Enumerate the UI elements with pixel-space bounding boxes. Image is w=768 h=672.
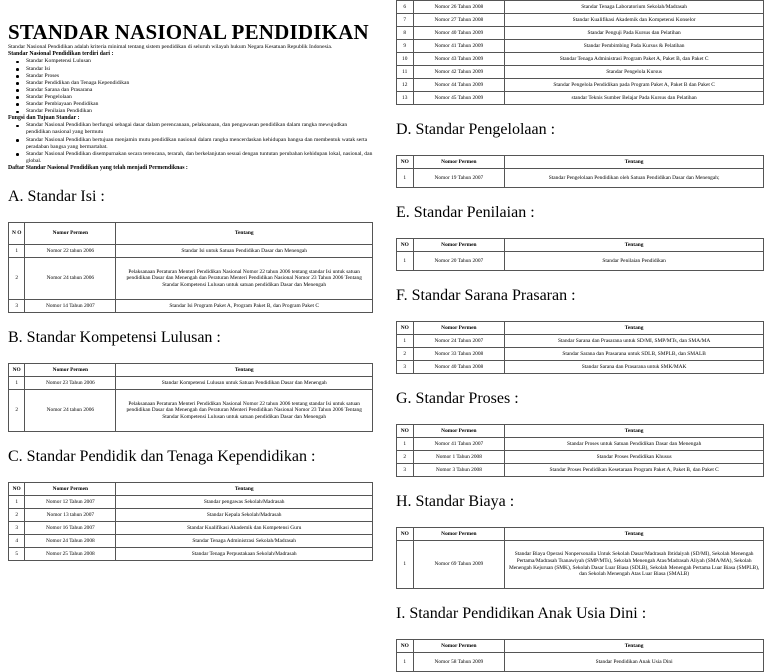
cell-tentang: Standar Proses untuk Satuan Pendidikan Dasar dan Menengah — [505, 438, 764, 451]
table-row — [9, 258, 373, 300]
cell-no: 2 — [9, 390, 25, 432]
list-item: Standar Proses — [26, 73, 373, 80]
header-no: NO — [397, 322, 414, 335]
cell-no: 10 — [397, 53, 414, 66]
terdiri-list — [8, 58, 373, 115]
header-no: NO — [397, 425, 414, 438]
cell-nomor-permen: Nomor 27 Tahun 2008 — [413, 14, 505, 27]
header-tentang: Tentang — [505, 156, 764, 169]
table-row — [397, 27, 764, 40]
cell-tentang: Standar Sarana dan Prasarana untuk SMK/MAK — [505, 361, 764, 374]
cell-no: 11 — [397, 66, 414, 79]
fungsi-heading: Fungsi dan Tujuan Standar : — [8, 115, 80, 122]
cell-nomor-permen: Nomor 41 Tahun 2007 — [413, 438, 505, 451]
section-heading: I. Standar Pendidikan Anak Usia Dini : — [396, 605, 647, 622]
cell-no: 1 — [397, 438, 414, 451]
cell-tentang: Standar Kepala Sekolah/Madrasah — [116, 509, 373, 522]
header-nomor-permen: Nomor Permen — [413, 528, 505, 541]
cell-no: 3 — [9, 522, 25, 535]
cell-no: 7 — [397, 14, 414, 27]
table-row — [397, 451, 764, 464]
section-heading: C. Standar Pendidik dan Tenaga Kependidikan : — [8, 448, 316, 466]
header-nomor-permen: Nomor Permen — [413, 239, 505, 252]
table-row — [9, 535, 373, 548]
cell-no: 2 — [397, 451, 414, 464]
table-header-row — [9, 223, 373, 245]
section-heading: H. Standar Biaya : — [396, 493, 515, 510]
cell-tentang: Pelaksanaan Peraturan Menteri Pendidikan Nasional Nomor 22 tahun 2006 tentang standar Isi untuk satuan pendidikan Dasar dan Menengah dan Peraturan Menteri Pendidikan Nasional Nomor 23 Tahun 2006 Tentang Standar Kompetensi Lulusan untuk satuan pendidikan Dasar dan Menengah — [116, 258, 373, 300]
standar-table — [8, 222, 373, 313]
table-row — [397, 348, 764, 361]
standar-table — [396, 639, 764, 672]
standar-table — [396, 155, 764, 188]
terdiri-heading: Standar Nasional Pendidikan terdiri dari : — [8, 51, 114, 58]
table-row — [9, 377, 373, 390]
cell-tentang: Standar Pembimbing Pada Kursus & Pelatihan — [505, 40, 764, 53]
cell-nomor-permen: Nomor 16 Tahun 2007 — [25, 522, 116, 535]
cell-nomor-permen: Nomor 3 Tahun 2008 — [413, 464, 505, 477]
table-row — [397, 464, 764, 477]
table-header-row — [9, 483, 373, 496]
list-item: Standar Penilaian Pendidikan — [26, 108, 373, 115]
cell-tentang: Standar Kualifikasi Akademik dan Kompetensi Guru — [116, 522, 373, 535]
cell-no: 2 — [9, 258, 25, 300]
table-row — [397, 92, 764, 105]
header-no: N O — [9, 223, 25, 245]
section-heading: G. Standar Proses : — [396, 390, 519, 407]
table-row — [9, 509, 373, 522]
section-heading: B. Standar Kompetensi Lulusan : — [8, 329, 221, 347]
table-row — [397, 53, 764, 66]
table-row — [397, 1, 764, 14]
page-title: STANDAR NASIONAL PENDIDIKAN — [8, 20, 369, 44]
list-item: Standar Sarana dan Prasarana — [26, 87, 373, 94]
header-nomor-permen: Nomor Permen — [413, 425, 505, 438]
cell-no: 2 — [397, 348, 414, 361]
left-sections — [8, 188, 373, 561]
cell-nomor-permen: Nomor 13 tahun 2007 — [25, 509, 116, 522]
cell-tentang: standar Teknis Sumber Belajar Pada Kursus dan Pelatihan — [505, 92, 764, 105]
cell-nomor-permen: Nomor 40 Tahun 2009 — [413, 27, 505, 40]
cell-tentang: Standar Biaya Operasi Nonpersonalia Untuk Sekolah Dasar/Madrasah Ibtidaiyah (SD/MI), Sekolah Menengah Pertama/Madrasah Tsanawiyah (SMP/MTs), Sekolah Menengah Atas/Madrasah Aliyah (SMA/MA), Sekolah Menengah Kejuruan (SMK), Sekolah Dasar Luar Biasa (SDLB), Sekolah Menengah Pertama Luar Biasa (SMPLB), dan Sekolah Menengah Atas Luar Biasa (SMALB) — [505, 541, 764, 589]
cell-tentang: Standar Sarana dan Prasarana untuk SD/MI, SMP/MTs, dan SMA/MA — [505, 335, 764, 348]
cell-no: 2 — [9, 509, 25, 522]
header-no: NO — [9, 364, 25, 377]
table-row — [9, 300, 373, 313]
header-nomor-permen: Nomor Permen — [25, 364, 116, 377]
header-no: NO — [397, 239, 414, 252]
list-item: Standar Kompetensi Lulusan — [26, 58, 373, 65]
cell-nomor-permen: Nomor 40 Tahun 2008 — [413, 361, 505, 374]
cell-no: 5 — [9, 548, 25, 561]
cell-nomor-permen: Nomor 26 Tahun 2008 — [413, 1, 505, 14]
right-sections — [396, 121, 764, 672]
cell-tentang: Standar Tenaga Administrasi Program Paket A, Paket B, dan Paket C — [505, 53, 764, 66]
cell-nomor-permen: Nomor 24 tahun 2006 — [25, 390, 116, 432]
table-header-row — [397, 239, 764, 252]
standar-table — [396, 238, 764, 271]
list-item: Standar Pendidikan dan Tenaga Kependidikan — [26, 80, 373, 87]
section-heading: F. Standar Sarana Prasaran : — [396, 287, 576, 304]
cell-tentang: Standar Tenaga Administrasi Sekolah/Madrasah — [116, 535, 373, 548]
standar-table — [8, 482, 373, 561]
cell-no: 1 — [397, 653, 414, 672]
cell-tentang: Pelaksanaan Peraturan Menteri Pendidikan Nasional Nomor 22 tahun 2006 tentang standar Isi untuk satuan pendidikan Dasar dan Menengah dan Peraturan Menteri Pendidikan Nasional Nomor 23 Tahun 2006 Tentang Standar Kompetensi Lulusan untuk satuan pendidikan Dasar dan Menengah — [116, 390, 373, 432]
header-no: NO — [397, 528, 414, 541]
table-row — [9, 245, 373, 258]
cell-no: 12 — [397, 79, 414, 92]
cell-tentang: Standar Tenaga Perpustakaan Sekolah/Madrasah — [116, 548, 373, 561]
cell-nomor-permen: Nomor 24 tahun 2006 — [25, 258, 116, 300]
table-row — [397, 79, 764, 92]
left-column — [8, 0, 373, 561]
header-no: NO — [397, 640, 414, 653]
cell-no: 1 — [397, 252, 414, 271]
cell-no: 6 — [397, 1, 414, 14]
table-header-row — [397, 425, 764, 438]
cell-tentang: Standar Pengelola Kursus — [505, 66, 764, 79]
cell-nomor-permen: Nomor 19 Tahun 2007 — [413, 169, 505, 188]
cell-no: 1 — [9, 496, 25, 509]
cell-nomor-permen: Nomor 42 Tahun 2009 — [413, 66, 505, 79]
header-nomor-permen: Nomor Permen — [413, 322, 505, 335]
cell-no: 4 — [9, 535, 25, 548]
table-header-row — [397, 528, 764, 541]
cell-tentang: Standar Isi Program Paket A, Program Paket B, dan Program Paket C — [116, 300, 373, 313]
list-item: Standar Nasional Pendidikan bertujuan menjamin mutu pendidikan nasional dalam rangka mencerdaskan kehidupan bangsa dan membentuk watak serta peradaban bangsa yang bermartabat. — [26, 137, 373, 151]
table-row — [9, 548, 373, 561]
standar-table — [8, 363, 373, 432]
table-row — [9, 522, 373, 535]
table-header-row — [397, 322, 764, 335]
section-heading: D. Standar Pengelolaan : — [396, 121, 556, 138]
cell-nomor-permen: Nomor 43 Tahun 2009 — [413, 53, 505, 66]
header-nomor-permen: Nomor Permen — [413, 640, 505, 653]
header-tentang: Tentang — [505, 322, 764, 335]
fungsi-list — [8, 122, 373, 165]
section-heading: E. Standar Penilaian : — [396, 204, 535, 221]
list-item: Standar Isi — [26, 66, 373, 73]
cell-tentang: Standar pengawas Sekolah/Madrasah — [116, 496, 373, 509]
table-row — [397, 335, 764, 348]
cell-tentang: Standar Penguji Pada Kursus dan Pelatihan — [505, 27, 764, 40]
cell-no: 9 — [397, 40, 414, 53]
cell-nomor-permen: Nomor 33 Tahun 2008 — [413, 348, 505, 361]
cell-no: 3 — [9, 300, 25, 313]
cell-nomor-permen: Nomor 12 Tahun 2007 — [25, 496, 116, 509]
standar-table — [396, 321, 764, 374]
cell-nomor-permen: Nomor 45 Tahun 2009 — [413, 92, 505, 105]
cell-nomor-permen: Nomor 1 Tahun 2008 — [413, 451, 505, 464]
cell-no: 3 — [397, 464, 414, 477]
cell-nomor-permen: Nomor 41 Tahun 2009 — [413, 40, 505, 53]
header-nomor-permen: Nomor Permen — [413, 156, 505, 169]
cell-tentang: Standar Pendidikan Anak Usia Dini — [505, 653, 764, 672]
cell-tentang: Standar Kompetensi Lulusan untuk Satuan Pendidikan Dasar dan Menengah — [116, 377, 373, 390]
table-row — [397, 252, 764, 271]
cell-no: 1 — [397, 169, 414, 188]
cell-tentang: Standar Proses Pendidikan Khusus — [505, 451, 764, 464]
table-row — [397, 66, 764, 79]
header-tentang: Tentang — [116, 483, 373, 496]
cell-nomor-permen: Nomor 22 tahun 2006 — [25, 245, 116, 258]
cell-tentang: Standar Tenaga Laboratorium Sekolah/Madrasah — [505, 1, 764, 14]
cell-nomor-permen: Nomor 14 Tahun 2007 — [25, 300, 116, 313]
cell-nomor-permen: Nomor 23 Tahun 2006 — [25, 377, 116, 390]
table-row — [9, 496, 373, 509]
standar-table — [396, 424, 764, 477]
table-row — [397, 438, 764, 451]
header-nomor-permen: Nomor Permen — [25, 223, 116, 245]
table-row — [397, 361, 764, 374]
list-item: Standar Pembiayaan Pendidikan — [26, 101, 373, 108]
header-tentang: Tentang — [505, 640, 764, 653]
cell-tentang: Standar Penilaian Pendidikan — [505, 252, 764, 271]
header-no: NO — [397, 156, 414, 169]
cell-no: 13 — [397, 92, 414, 105]
header-tentang: Tentang — [505, 239, 764, 252]
table-row — [9, 390, 373, 432]
cell-nomor-permen: Nomor 24 Tahun 2008 — [25, 535, 116, 548]
table-row — [397, 40, 764, 53]
table-row — [397, 14, 764, 27]
standar-table — [396, 527, 764, 589]
cell-nomor-permen: Nomor 58 Tahun 2009 — [413, 653, 505, 672]
table-row — [397, 169, 764, 188]
cell-nomor-permen: Nomor 24 Tahun 2007 — [413, 335, 505, 348]
header-tentang: Tentang — [505, 528, 764, 541]
cell-no: 1 — [397, 335, 414, 348]
list-item: Standar Pengelolaan — [26, 94, 373, 101]
table-header-row — [397, 156, 764, 169]
standar-table — [396, 0, 764, 105]
table-header-row — [9, 364, 373, 377]
header-nomor-permen: Nomor Permen — [25, 483, 116, 496]
table-row — [397, 653, 764, 672]
cell-no: 3 — [397, 361, 414, 374]
section-heading: A. Standar Isi : — [8, 188, 105, 206]
header-tentang: Tentang — [116, 223, 373, 245]
cell-nomor-permen: Nomor 25 Tahun 2008 — [25, 548, 116, 561]
cell-nomor-permen: Nomor 20 Tahun 2007 — [413, 252, 505, 271]
right-top-table-container — [396, 0, 764, 105]
cell-tentang: Standar Kualifikasi Akademik dan Kompetensi Konselor — [505, 14, 764, 27]
right-column — [396, 0, 764, 672]
cell-tentang: Standar Proses Pendidikan Kesetaraan Program Paket A, Paket B, dan Paket C — [505, 464, 764, 477]
cell-no: 1 — [9, 377, 25, 390]
cell-tentang: Standar Pengelolaan Pendidikan oleh Satuan Pendidikan Dasar dan Menengah; — [505, 169, 764, 188]
list-item: Standar Nasional Pendidikan disempurnakan secara terencana, terarah, dan berkelanjutan sesuai dengan tuntutan perubahan kehidupan lokal, nasional, dan global. — [26, 150, 373, 164]
cell-no: 8 — [397, 27, 414, 40]
cell-tentang: Standar Isi untuk Satuan Pendidikan Dasar dan Menengah — [116, 245, 373, 258]
header-tentang: Tentang — [116, 364, 373, 377]
cell-no: 1 — [397, 541, 414, 589]
cell-nomor-permen: Nomor 69 Tahun 2009 — [413, 541, 505, 589]
cell-no: 1 — [9, 245, 25, 258]
cell-nomor-permen: Nomor 44 Tahun 2009 — [413, 79, 505, 92]
cell-tentang: Standar Pengelola Pendidikan pada Program Paket A, Paket B dan Paket C — [505, 79, 764, 92]
table-row — [397, 541, 764, 589]
table-header-row — [397, 640, 764, 653]
cell-tentang: Standar Sarana dan Prasarana untuk SDLB, SMPLB, dan SMALB — [505, 348, 764, 361]
header-tentang: Tentang — [505, 425, 764, 438]
header-no: NO — [9, 483, 25, 496]
list-item: Standar Nasional Pendidikan berfungsi sebagai dasar dalam perencanaan, pelaksanaan, dan pengawasan pendidikan dalam rangka mewujudkan pendidikan nasional yang bermutu — [26, 122, 373, 136]
daftar-heading: Daftar Standar Nasional Pendidikan yang telah menjadi Permendiknas : — [8, 164, 188, 171]
intro-paragraph: Standar Nasional Pendidikan adalah kriteria minimal tentang sistem pendidikan di seluruh wilayah hukum Negara Kesatuan Republik Indonesia. — [8, 44, 333, 50]
